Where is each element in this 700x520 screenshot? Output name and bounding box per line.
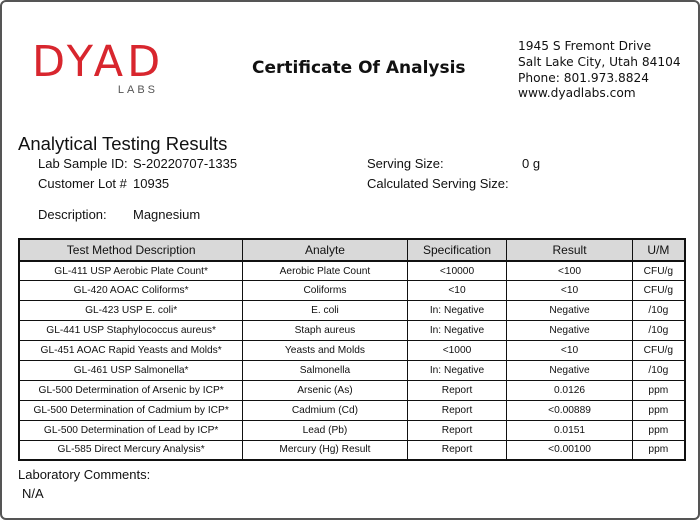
analyte-cell: Coliforms	[243, 281, 407, 301]
specification-cell: In: Negative	[407, 301, 507, 321]
test-method-cell: GL-500 Determination of Lead by ICP*	[19, 420, 243, 440]
unit-cell: ppm	[632, 400, 685, 420]
column-header-analyte: Analyte	[243, 239, 407, 261]
address-phone: Phone: 801.973.8824	[518, 70, 650, 85]
analyte-cell: Lead (Pb)	[243, 420, 407, 440]
analyte-cell: Mercury (Hg) Result	[243, 440, 407, 460]
table-row	[19, 301, 685, 321]
result-cell: <100	[507, 261, 632, 281]
unit-cell: ppm	[632, 420, 685, 440]
specification-cell: Report	[407, 420, 507, 440]
specification-cell: In: Negative	[407, 360, 507, 380]
laboratory-comments-value: N/A	[22, 486, 44, 501]
specification-cell: <1000	[407, 341, 507, 361]
specification-cell: Report	[407, 400, 507, 420]
column-header-specification: Specification	[407, 239, 507, 261]
analyte-cell: Aerobic Plate Count	[243, 261, 407, 281]
test-method-cell: GL-461 USP Salmonella*	[19, 360, 243, 380]
test-method-cell: GL-500 Determination of Cadmium by ICP*	[19, 400, 243, 420]
logo-subtext: LABS	[117, 84, 158, 96]
result-cell: Negative	[507, 360, 632, 380]
specification-cell: <10000	[407, 261, 507, 281]
column-header-unit: U/M	[632, 239, 685, 261]
unit-cell: CFU/g	[632, 341, 685, 361]
result-cell: <10	[507, 281, 632, 301]
unit-cell: /10g	[632, 360, 685, 380]
test-method-cell: GL-585 Direct Mercury Analysis*	[19, 440, 243, 460]
unit-cell: CFU/g	[632, 281, 685, 301]
unit-cell: ppm	[632, 440, 685, 460]
dyad-labs-logo	[32, 37, 165, 98]
table-row	[19, 341, 685, 361]
description-label: Description:	[38, 207, 107, 222]
table-row	[19, 321, 685, 341]
address-street: 1945 S Fremont Drive	[518, 39, 652, 53]
serving-size-value: 0 g	[522, 156, 541, 171]
lab-sample-id-value: S-20220707-1335	[133, 156, 238, 171]
specification-cell: Report	[407, 440, 507, 460]
result-cell: <10	[507, 341, 632, 361]
logo-wordmark: DYAD	[32, 37, 165, 87]
result-cell: Negative	[507, 321, 632, 341]
test-method-cell: GL-411 USP Aerobic Plate Count*	[19, 261, 243, 281]
test-method-cell: GL-420 AOAC Coliforms*	[19, 281, 243, 301]
table-row	[19, 420, 685, 440]
result-cell: <0.00889	[507, 400, 632, 420]
test-method-cell: GL-441 USP Staphylococcus aureus*	[19, 321, 243, 341]
table-row	[19, 281, 685, 301]
test-method-cell: GL-451 AOAC Rapid Yeasts and Molds*	[19, 341, 243, 361]
analyte-cell: Yeasts and Molds	[243, 341, 407, 361]
table-row	[19, 261, 685, 281]
result-cell: Negative	[507, 301, 632, 321]
description-value: Magnesium	[133, 207, 201, 222]
specification-cell: Report	[407, 380, 507, 400]
table-row	[19, 440, 685, 460]
table-row	[19, 380, 685, 400]
specification-cell: <10	[407, 281, 507, 301]
serving-size-label: Serving Size:	[367, 156, 444, 171]
results-table-body	[19, 261, 685, 460]
analyte-cell: Cadmium (Cd)	[243, 400, 407, 420]
analyte-cell: Staph aureus	[243, 321, 407, 341]
address-website: www.dyadlabs.com	[518, 86, 636, 101]
customer-lot-label: Customer Lot #	[38, 176, 127, 191]
unit-cell: ppm	[632, 380, 685, 400]
test-method-cell: GL-500 Determination of Arsenic by ICP*	[19, 380, 243, 400]
document-title: Certificate Of Analysis	[252, 58, 466, 78]
section-title: Analytical Testing Results	[18, 133, 228, 154]
lab-address	[518, 39, 681, 102]
unit-cell: CFU/g	[632, 261, 685, 281]
column-header-result: Result	[507, 239, 632, 261]
lab-sample-id-label: Lab Sample ID:	[38, 156, 128, 171]
test-method-cell: GL-423 USP E. coli*	[19, 301, 243, 321]
analyte-cell: Salmonella	[243, 360, 407, 380]
customer-lot-value: 10935	[133, 176, 170, 191]
unit-cell: /10g	[632, 301, 685, 321]
results-table	[18, 238, 686, 461]
table-row	[19, 360, 685, 380]
calculated-serving-size-label: Calculated Serving Size:	[367, 176, 509, 191]
table-row	[19, 400, 685, 420]
result-cell: 0.0126	[507, 380, 632, 400]
address-city: Salt Lake City, Utah 84104	[518, 54, 681, 69]
analyte-cell: E. coli	[243, 301, 407, 321]
specification-cell: In: Negative	[407, 321, 507, 341]
analyte-cell: Arsenic (As)	[243, 380, 407, 400]
table-header-row	[19, 239, 685, 261]
unit-cell: /10g	[632, 321, 685, 341]
column-header-test-method: Test Method Description	[19, 239, 243, 261]
result-cell: <0.00100	[507, 440, 632, 460]
laboratory-comments-label: Laboratory Comments:	[18, 467, 151, 482]
result-cell: 0.0151	[507, 420, 632, 440]
